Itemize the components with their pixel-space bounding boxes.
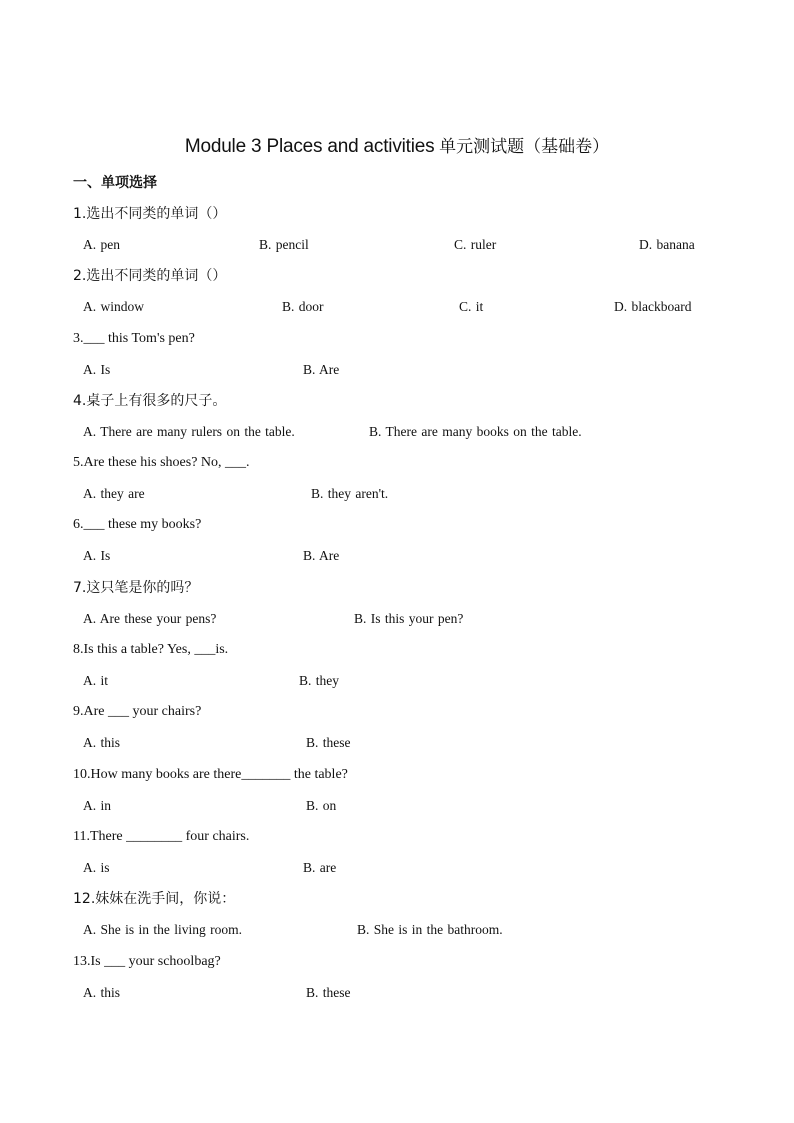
answer-option[interactable]: A. pen bbox=[83, 237, 120, 252]
answer-option[interactable]: B. She is in the bathroom. bbox=[357, 922, 503, 938]
answer-option[interactable]: C. it bbox=[459, 299, 484, 315]
question-item bbox=[73, 698, 723, 760]
question-stem: 9.Are ___ your chairs? bbox=[73, 704, 202, 720]
question-item bbox=[73, 574, 723, 636]
question-item bbox=[73, 200, 723, 262]
answer-option[interactable]: A. is bbox=[83, 859, 110, 875]
question-stem: 7.这只笔是你的吗？ bbox=[73, 579, 199, 596]
answer-option[interactable]: A. in bbox=[83, 797, 111, 813]
answer-option[interactable]: A. window bbox=[83, 299, 144, 315]
answer-option[interactable]: A. Is bbox=[83, 361, 111, 377]
question-stem: 13.Is ___ your schoolbag? bbox=[73, 953, 221, 969]
title-english: Module 3 Places and activities bbox=[184, 136, 435, 157]
question-stem: 6.___ these my books? bbox=[73, 517, 202, 533]
question-item bbox=[73, 511, 723, 573]
question-list bbox=[73, 200, 723, 1010]
question-item bbox=[73, 885, 723, 947]
question-item bbox=[73, 449, 723, 511]
question-stem: 4.桌子上有很多的尺子。 bbox=[73, 392, 227, 409]
answer-option[interactable]: A. Are these your pens? bbox=[83, 610, 217, 626]
question-item bbox=[73, 387, 723, 449]
answer-option[interactable]: B. these bbox=[306, 735, 351, 751]
answer-option[interactable]: B. are bbox=[303, 859, 337, 875]
question-item bbox=[73, 262, 723, 324]
section-heading: 一、单项选择 bbox=[73, 175, 157, 191]
answer-option[interactable]: A. they are bbox=[83, 486, 145, 502]
answer-option[interactable]: D. blackboard bbox=[614, 299, 692, 315]
question-stem: 3.___ this Tom's pen? bbox=[73, 330, 195, 346]
answer-option[interactable]: A. it bbox=[83, 673, 109, 689]
answer-option[interactable]: B. on bbox=[306, 797, 337, 813]
question-stem: 8.Is this a table? Yes, ___is. bbox=[73, 642, 229, 658]
answer-option[interactable]: B. they bbox=[299, 673, 339, 689]
answer-option[interactable]: A. She is in the living room. bbox=[83, 922, 242, 938]
question-item bbox=[73, 761, 723, 823]
page-title bbox=[0, 134, 794, 160]
answer-option[interactable]: A. Is bbox=[83, 548, 111, 564]
answer-option[interactable]: B. door bbox=[282, 299, 324, 315]
question-stem: 1.选出不同类的单词（） bbox=[73, 206, 227, 222]
question-stem: 2.选出不同类的单词（） bbox=[73, 268, 227, 285]
answer-option[interactable]: D. banana bbox=[639, 237, 695, 252]
answer-option[interactable]: A. There are many rulers on the table. bbox=[83, 423, 295, 439]
answer-option[interactable]: C. ruler bbox=[454, 237, 497, 252]
answer-option[interactable]: B. Are bbox=[303, 548, 340, 564]
answer-option[interactable]: A. this bbox=[83, 735, 121, 751]
question-stem: 5.Are these his shoes? No, ___. bbox=[73, 455, 250, 471]
question-item bbox=[73, 948, 723, 1010]
answer-option[interactable]: B. pencil bbox=[259, 237, 309, 252]
answer-option[interactable]: B. these bbox=[306, 984, 351, 1000]
question-stem: 10.How many books are there_______ the table? bbox=[73, 766, 348, 782]
question-item bbox=[73, 325, 723, 387]
answer-option[interactable]: B. they aren't. bbox=[311, 486, 389, 502]
answer-option[interactable]: B. There are many books on the table. bbox=[369, 423, 582, 439]
answer-option[interactable]: B. Is this your pen? bbox=[354, 610, 464, 626]
answer-option[interactable]: B. Are bbox=[303, 361, 340, 377]
question-stem: 12.妹妹在洗手间，你说： bbox=[73, 891, 236, 908]
question-item bbox=[73, 823, 723, 885]
question-stem: 11.There ________ four chairs. bbox=[73, 828, 250, 844]
question-item bbox=[73, 636, 723, 698]
answer-option[interactable]: A. this bbox=[83, 984, 121, 1000]
title-chinese: 单元测试题（基础卷） bbox=[439, 137, 610, 157]
